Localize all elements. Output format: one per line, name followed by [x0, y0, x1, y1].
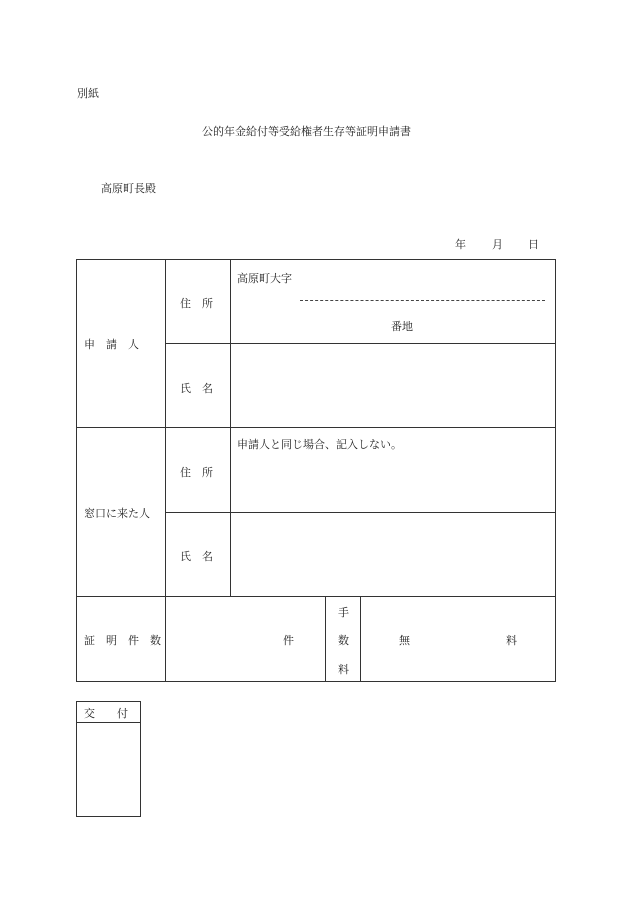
fee-free-char-1: 無: [399, 634, 410, 647]
certificate-count-unit: 件: [283, 634, 294, 647]
delivery-stamp-area[interactable]: [78, 724, 139, 815]
visitor-address-note: 申請人と同じ場合、記入しない。: [237, 438, 402, 451]
form-title: 公的年金給付等受給権者生存等証明申請書: [202, 125, 411, 138]
fee-label-char-3: 料: [338, 663, 349, 676]
applicant-address-suffix: 番地: [391, 320, 413, 333]
applicant-name-field[interactable]: [232, 345, 554, 426]
fee-free-char-2: 料: [506, 634, 517, 647]
applicant-address-label: 住 所: [180, 297, 213, 310]
applicant-name-label: 氏 名: [180, 382, 213, 395]
attachment-label: 別紙: [77, 87, 99, 100]
applicant-label: 申 請 人: [84, 338, 139, 351]
visitor-address-field[interactable]: [232, 455, 554, 510]
fee-label-char-2: 数: [338, 634, 349, 647]
date-day-label: 日: [528, 238, 539, 251]
certificate-count-label: 証 明 件 数: [84, 634, 161, 647]
visitor-name-label: 氏 名: [180, 550, 213, 563]
date-year-label: 年: [455, 238, 466, 251]
visitor-label: 窓口に来た人: [84, 507, 150, 520]
date-month-label: 月: [492, 238, 503, 251]
applicant-address-input-line[interactable]: [300, 300, 545, 301]
delivery-label: 交 付: [84, 707, 128, 720]
fee-label-char-1: 手: [338, 606, 349, 619]
certificate-count-field[interactable]: [167, 598, 323, 680]
addressee: 高原町長殿: [101, 182, 156, 195]
visitor-name-field[interactable]: [232, 514, 554, 595]
applicant-address-prefix: 高原町大字: [237, 272, 292, 285]
visitor-address-label: 住 所: [180, 466, 213, 479]
